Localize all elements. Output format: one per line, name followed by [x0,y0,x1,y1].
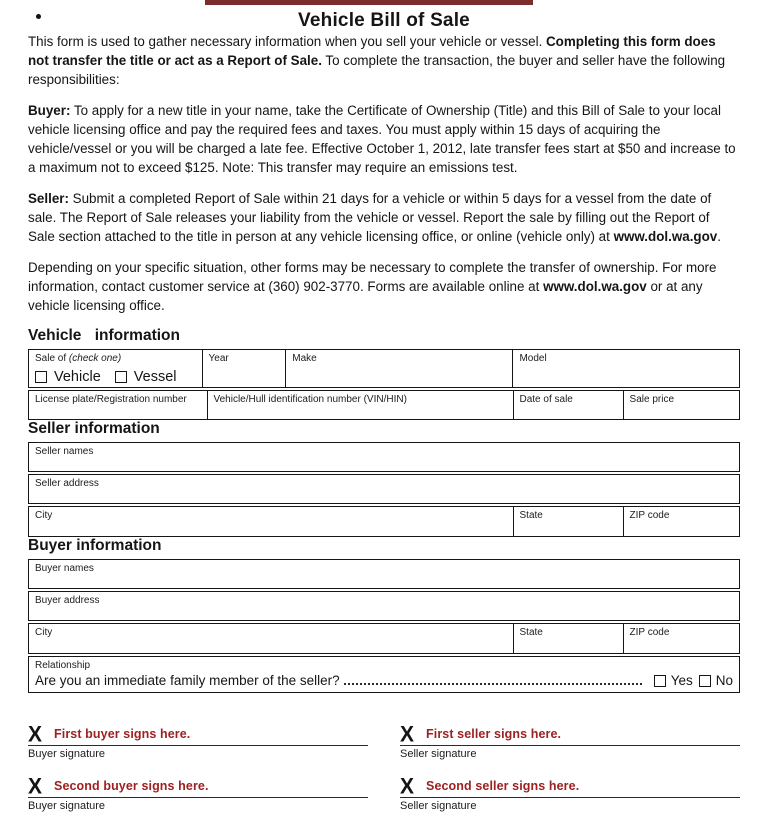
x-mark-icon: X [28,773,43,799]
year-label: Year [208,353,229,365]
x-mark-icon: X [400,721,415,747]
buyer-names-row [28,559,740,589]
vehicle-table-row-1 [28,349,740,388]
buyer-city-field[interactable] [29,624,513,653]
buyer-section-heading: Buyer information [28,536,162,554]
buyer-instructions-paragraph: Buyer: To apply for a new title in your name, take the Certificate of Ownership (Title) and this Bill of Sale to your local vehicle licensing office and pay the required fees and taxes. You must apply within 15 days of acquiring the vehicle/vessel or you will be charged a late fee. Effective October 1, 2012, late transfer fees start at $50 and increase to a maximum not to exceed $125. Note: This transfer may require an emissions test. [28,103,736,176]
make-field[interactable] [285,350,512,387]
seller-signature-column [400,721,740,825]
model-label: Model [519,353,547,365]
year-field[interactable] [202,350,286,387]
second-seller-signature-line[interactable] [400,773,740,798]
seller-signature-label: Seller signature [400,748,477,761]
seller-address-field[interactable] [29,475,739,503]
license-plate-field[interactable] [29,391,207,419]
seller-city-field[interactable] [29,507,513,536]
buyer-signature-column [28,721,368,825]
vehicle-section-heading: Vehicle information [28,327,180,345]
vehicle-checkbox[interactable] [35,371,47,383]
first-buyer-signature-line[interactable] [28,721,368,746]
date-of-sale-label: Date of sale [519,393,573,405]
sale-of-label: Sale of (check one) [35,353,122,365]
first-seller-sign-hint: First seller signs here. [426,727,562,742]
second-buyer-sign-hint: Second buyer signs here. [54,779,209,794]
first-seller-signature-block [400,721,740,760]
seller-state-label: State [519,509,543,521]
buyer-names-field[interactable] [29,560,739,588]
intro-paragraph: This form is used to gather necessary information when you sell your vehicle or vessel. Completing this form does not transfer the title or act as a Report of Sale. To complete the transaction, the buyer and seller have the following responsibilities: [28,34,726,88]
seller-address-row [28,474,740,504]
seller-section-heading: Seller information [28,419,160,437]
seller-instructions-paragraph: Seller: Submit a completed Report of Sale within 21 days for a vehicle or within 5 days for a vessel from the date of sale. The Report of Sale releases your liability from the vehicle or vessel. Report the sale by filling out the Report of Sale section attached to the title in person at any vehicle licensing office, or online (vehicle only) at www.dol.wa.gov. [28,191,721,245]
make-label: Make [292,353,317,365]
seller-city-label: City [35,509,53,521]
seller-table [28,442,740,537]
cropped-header-banner [205,0,533,5]
sale-price-label: Sale price [629,393,675,405]
buyer-address-label: Buyer address [35,594,100,606]
second-seller-sign-hint: Second seller signs here. [426,779,580,794]
page-title: Vehicle Bill of Sale [298,10,470,31]
seller-zip-field[interactable] [623,507,739,536]
buyer-state-field[interactable] [513,624,623,653]
buyer-signature-label: Buyer signature [28,748,106,761]
vin-field[interactable] [207,391,513,419]
buyer-city-label: City [35,626,53,638]
yes-checkbox[interactable] [654,675,666,687]
yes-label: Yes [670,673,693,689]
relationship-row [28,656,740,694]
seller-state-field[interactable] [513,507,623,536]
buyer-address-row [28,591,740,621]
no-checkbox[interactable] [699,675,711,687]
seller-zip-label: ZIP code [629,509,670,521]
sale-price-field[interactable] [623,391,739,419]
vin-label: Vehicle/Hull identification number (VIN/HIN) [213,393,407,405]
no-label: No [715,673,733,689]
buyer-zip-label: ZIP code [629,626,670,638]
seller-city-row [28,506,740,537]
buyer-names-label: Buyer names [35,562,94,574]
seller-names-row [28,442,740,472]
seller-signature-label: Seller signature [400,800,477,813]
first-buyer-sign-hint: First buyer signs here. [54,727,191,742]
seller-names-field[interactable] [29,443,739,471]
buyer-city-row [28,623,740,654]
family-member-question: Are you an immediate family member of the seller? [35,673,340,689]
second-seller-signature-block [400,773,740,812]
dotted-leaders [344,683,642,685]
signature-section [28,721,740,825]
buyer-signature-label: Buyer signature [28,800,106,813]
vehicle-table-row-2 [28,390,740,420]
vessel-checkbox-label: Vessel [133,368,177,385]
relationship-label: Relationship [35,659,91,671]
vessel-checkbox[interactable] [115,371,127,383]
vehicle-checkbox-label: Vehicle [54,368,101,385]
sale-of-cell [29,350,202,387]
buyer-table [28,559,740,694]
date-of-sale-field[interactable] [513,391,623,419]
first-buyer-signature-block [28,721,368,760]
model-field[interactable] [512,350,738,387]
buyer-state-label: State [519,626,543,638]
bullet-dot [36,14,41,19]
vehicle-table [28,349,740,420]
seller-names-label: Seller names [35,445,94,457]
general-info-paragraph: Depending on your specific situation, other forms may be necessary to complete the transfer of ownership. For more information, contact customer service at (360) 902-3770. Forms are available online at www.dol.wa.gov or at any vehicle licensing office. [28,260,717,314]
x-mark-icon: X [400,773,415,799]
x-mark-icon: X [28,721,43,747]
buyer-address-field[interactable] [29,592,739,620]
relationship-field[interactable] [29,657,739,693]
seller-address-label: Seller address [35,477,99,489]
first-seller-signature-line[interactable] [400,721,740,746]
second-buyer-signature-block [28,773,368,812]
license-plate-label: License plate/Registration number [35,393,187,405]
buyer-zip-field[interactable] [623,624,739,653]
second-buyer-signature-line[interactable] [28,773,368,798]
